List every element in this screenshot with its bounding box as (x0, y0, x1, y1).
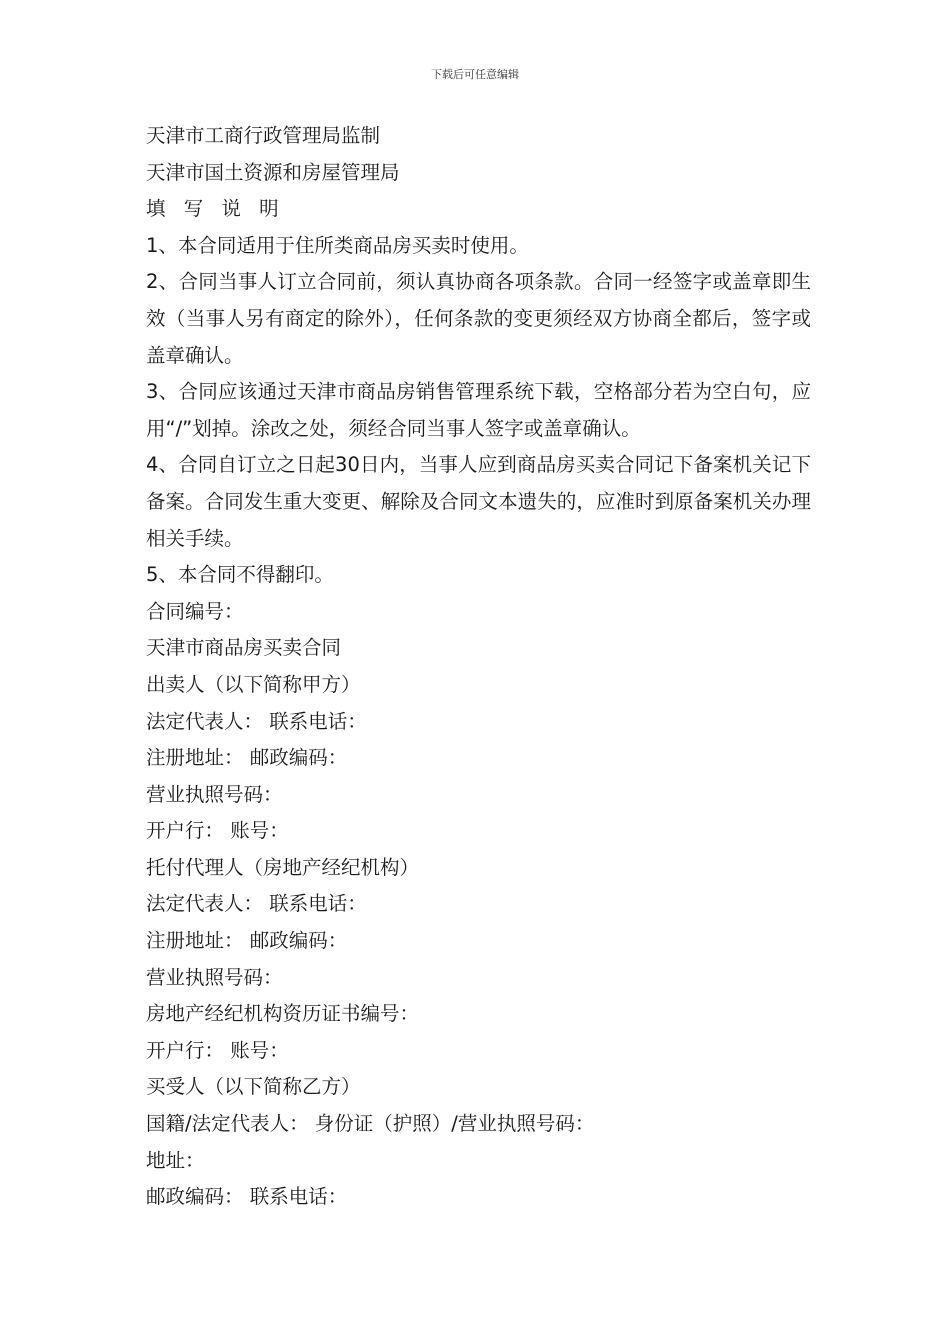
contract-number-label: 合同编号： (146, 599, 244, 623)
seller-heading: 出卖人（以下简称甲方） (146, 672, 361, 696)
buyer-nationality: 国籍/法定代表人： 身份证（护照）/营业执照号码： (146, 1112, 595, 1136)
page-header-note: 下载后可任意编辑 (431, 68, 519, 81)
instruction-item-2: 2、合同当事人订立合同前，须认真协商各项条款。合同一经签字或盖章即生效（当事人另有商定的除外），任何条款的变更须经双方协商全都后，签字或盖章确认。 (146, 270, 811, 367)
contract-title: 天津市商品房买卖合同 (146, 636, 342, 660)
document-body (146, 118, 811, 1216)
buyer-heading: 买受人（以下简称乙方） (146, 1075, 361, 1099)
instruction-item-4: 4、合同自订立之日起30日内，当事人应到商品房买卖合同记下备案机关记下备案。合同发生重大变更、解除及合同文本遗失的，应准时到原备案机关办理相关手续。 (146, 453, 811, 550)
seller-address: 注册地址： 邮政编码： (146, 746, 348, 770)
bureau-line: 天津市国土资源和房屋管理局 (146, 160, 400, 184)
agent-heading: 托付代理人（房地产经纪机构） (146, 855, 420, 879)
seller-bank: 开户行： 账号： (146, 819, 289, 843)
agent-legal-rep: 法定代表人： 联系电话： (146, 892, 367, 916)
agent-address: 注册地址： 邮政编码： (146, 929, 348, 953)
agent-qualification: 房地产经纪机构资历证书编号： (146, 1002, 420, 1026)
instruction-item-5: 5、本合同不得翻印。 (146, 563, 334, 587)
agent-license: 营业执照号码： (146, 965, 283, 989)
seller-legal-rep: 法定代表人： 联系电话： (146, 709, 367, 733)
agent-bank: 开户行： 账号： (146, 1038, 289, 1062)
buyer-postcode-phone: 邮政编码： 联系电话： (146, 1185, 348, 1209)
buyer-address: 地址： (146, 1148, 205, 1172)
instructions-title: 填 写 说 明 (146, 197, 285, 221)
seller-license: 营业执照号码： (146, 782, 283, 806)
instruction-item-3: 3、合同应该通过天津市商品房销售管理系统下载，空格部分若为空白句，应用“/”划掉。涂改之处，须经合同当事人签字或盖章确认。 (146, 380, 811, 440)
supervisor-line: 天津市工商行政管理局监制 (146, 124, 381, 147)
instruction-item-1: 1、本合同适用于住所类商品房买卖时使用。 (146, 233, 529, 257)
